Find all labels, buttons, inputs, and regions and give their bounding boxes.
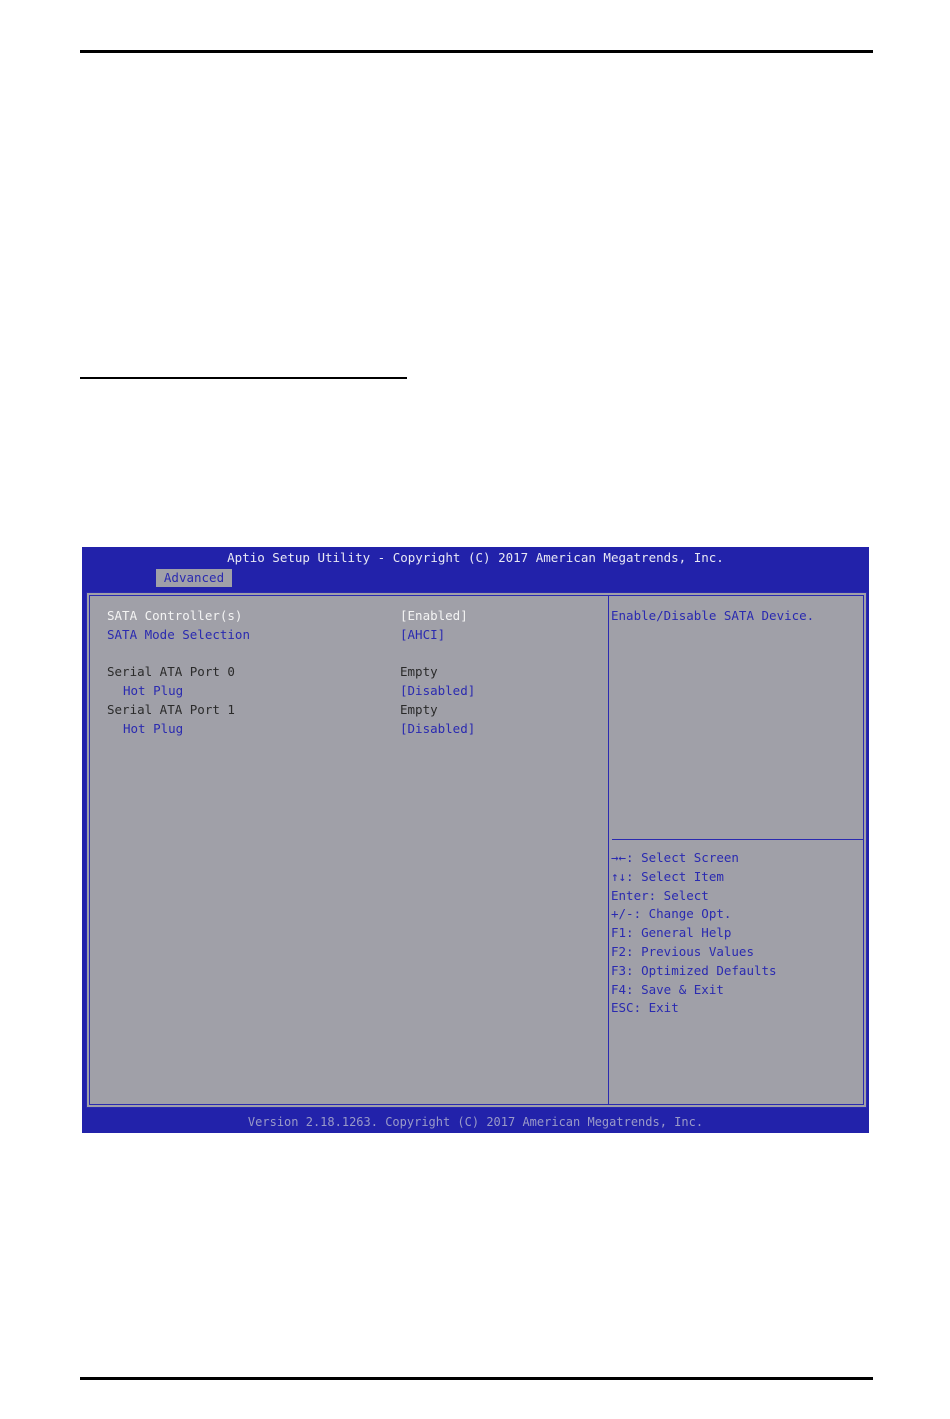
section-rule <box>80 377 407 379</box>
bios-title: Aptio Setup Utility - Copyright (C) 2017 American Megatrends, Inc. <box>227 550 724 565</box>
bios-main-panel <box>86 592 867 1108</box>
setting-label-sata-port-1: Serial ATA Port 1 <box>107 702 235 717</box>
help-text: Enable/Disable SATA Device. <box>611 608 815 623</box>
setting-value-sata-controllers[interactable]: [Enabled] <box>400 608 468 623</box>
bios-setup-screenshot <box>82 547 869 1133</box>
page-bottom-rule <box>80 1377 873 1380</box>
key-legend-item: ↑↓: Select Item <box>611 868 724 884</box>
key-legend-item: →←: Select Screen <box>611 850 739 865</box>
setting-label-sata-mode[interactable]: SATA Mode Selection <box>107 627 250 642</box>
setting-label-sata-port-0: Serial ATA Port 0 <box>107 664 235 679</box>
setting-label-sata-controllers[interactable]: SATA Controller(s) <box>107 608 243 623</box>
setting-value-sata-port-0: Empty <box>400 664 438 679</box>
key-legend-item: F4: Save & Exit <box>611 981 724 997</box>
key-legend-item: ESC: Exit <box>611 1000 679 1016</box>
help-divider <box>612 839 864 840</box>
setting-value-sata-port-1: Empty <box>400 702 438 717</box>
key-legend-item: F3: Optimized Defaults <box>611 962 777 978</box>
setting-value-hot-plug-1[interactable]: [Disabled] <box>400 721 476 736</box>
key-legend-item: Enter: Select <box>611 887 709 903</box>
key-legend-item: F2: Previous Values <box>611 943 754 959</box>
key-legend-item: +/-: Change Opt. <box>611 906 732 922</box>
tab-advanced[interactable]: Advanced <box>156 569 232 587</box>
bios-footer: Version 2.18.1263. Copyright (C) 2017 American Megatrends, Inc. <box>247 1115 704 1129</box>
panel-divider <box>608 595 609 1105</box>
key-legend-item: F1: General Help <box>611 925 732 941</box>
setting-value-hot-plug-0[interactable]: [Disabled] <box>400 683 476 698</box>
key-legend <box>611 849 777 1018</box>
setting-label-hot-plug-0[interactable]: Hot Plug <box>123 683 184 698</box>
page-top-rule <box>80 50 873 53</box>
setting-value-sata-mode[interactable]: [AHCI] <box>400 627 446 642</box>
setting-label-hot-plug-1[interactable]: Hot Plug <box>123 721 184 736</box>
